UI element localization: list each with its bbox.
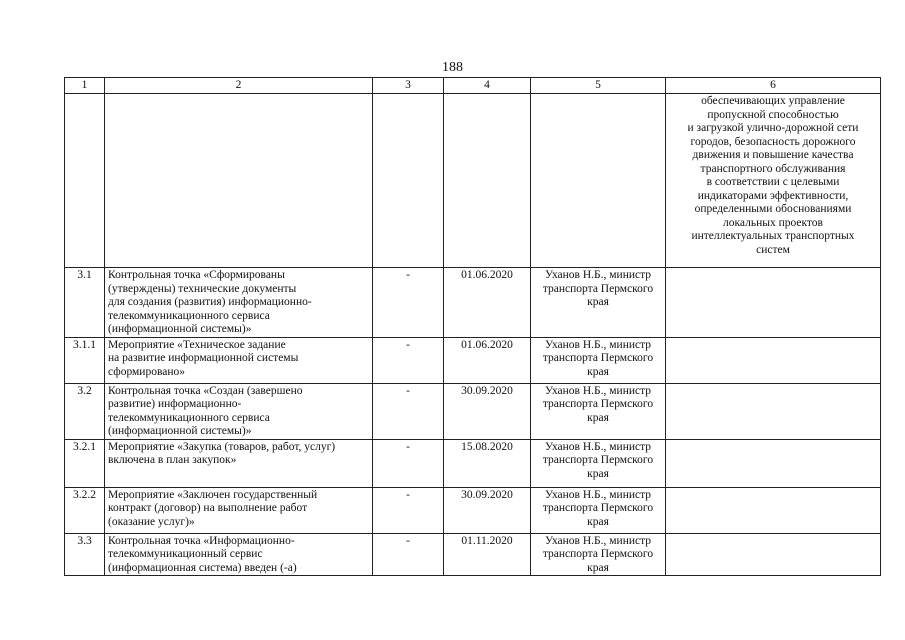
event-name-line: (информационной системы)» [108,425,252,437]
event-name [105,439,373,487]
result-description [666,439,881,487]
row-number [65,94,105,268]
event-name-line: телекоммуникационного сервиса [108,309,270,322]
header-cell-6: 6 [666,78,881,94]
result-description-line: пропускной способностью [707,108,839,121]
row-number: 3.1 [65,268,105,338]
responsible-person [531,268,666,338]
responsible-person-line: края [587,515,609,528]
responsible-person-line: транспорта Пермского [542,502,654,514]
deadline-date: 01.06.2020 [444,268,531,338]
responsible-person-line: Уханов Н.Б., министр [544,269,652,281]
event-name-line: (информационная система) введен (-а) [108,561,297,574]
result-description [666,94,881,268]
event-name-line: развитие) информационно- [108,398,242,410]
result-description [666,337,881,383]
event-name-line: включена в план закупок» [108,454,237,466]
event-name-line: телекоммуникационный сервис [108,548,263,560]
responsible-person-line: транспорта Пермского [542,352,654,364]
responsible-person [531,439,666,487]
event-name [105,337,373,383]
result-description-line: определенными обоснованиями [694,203,852,215]
responsible-person [531,487,666,533]
result-description [666,487,881,533]
responsible-person-line: края [587,467,609,480]
event-name-line: Контрольная точка «Создан (завершено [108,384,303,397]
result-description-line: в соответствии с целевыми [706,176,840,188]
result-description-line: интеллектуальных транспортных [691,230,855,242]
event-name [105,383,373,439]
event-name-line: (информационной системы)» [108,323,252,335]
table-row [65,383,881,439]
deadline-date: 30.09.2020 [444,487,531,533]
page-number: 188 [442,60,463,75]
table-body [65,94,881,576]
row-number: 3.2.1 [65,439,105,487]
table-row [65,337,881,383]
table-row [65,94,881,268]
header-cell-5: 5 [531,78,666,94]
event-name-line: Контрольная точка «Информационно- [108,534,295,547]
result-description [666,268,881,338]
col3-value: - [373,439,444,487]
row-number: 3.2.2 [65,487,105,533]
responsible-person-line: края [587,296,609,308]
event-name-line: Мероприятие «Техническое задание [108,338,286,351]
event-name [105,533,373,576]
responsible-person-line: Уханов Н.Б., министр [544,384,652,397]
col3-value: - [373,383,444,439]
event-name [105,94,373,268]
event-name-line: контракт (договор) на выполнение работ [108,502,308,514]
result-description-line: транспортного обслуживания [700,162,846,175]
event-name-line: Контрольная точка «Сформированы [108,269,285,281]
table-row [65,487,881,533]
result-description-line: систем [756,243,790,256]
responsible-person-line: Уханов Н.Б., министр [544,534,652,547]
event-name-line: на развитие информационной системы [108,352,299,364]
responsible-person-line: края [587,561,609,574]
plan-table [64,77,881,576]
header-cell-2: 2 [105,78,373,94]
col3-value: - [373,268,444,338]
event-name-line: сформировано» [108,365,185,378]
responsible-person-line: Уханов Н.Б., министр [544,488,652,501]
responsible-person-line: транспорта Пермского [542,398,654,410]
col3-value: - [373,533,444,576]
deadline-date: 15.08.2020 [444,439,531,487]
result-description-line: индикаторами эффективности, [697,189,849,202]
event-name-line: (оказание услуг)» [108,515,195,528]
event-name-line: телекоммуникационного сервиса [108,411,270,424]
event-name-line: (утверждены) технические документы [108,282,297,295]
header-cell-4: 4 [444,78,531,94]
responsible-person-line: транспорта Пермского [542,548,654,560]
responsible-person [531,94,666,268]
deadline-date [444,94,531,268]
event-name [105,487,373,533]
result-description-line: городов, безопасность дорожного [690,135,856,148]
result-description-line: обеспечивающих управление [701,95,845,107]
header-cell-3: 3 [373,78,444,94]
result-description [666,383,881,439]
event-name-line: Мероприятие «Заключен государственный [108,488,318,501]
event-name [105,268,373,338]
event-name-line: Мероприятие «Закупка (товаров, работ, услуг) [108,440,336,453]
col3-value: - [373,487,444,533]
result-description [666,533,881,576]
responsible-person-line: Уханов Н.Б., министр [544,440,652,453]
col3-value [373,94,444,268]
row-number: 3.1.1 [65,337,105,383]
responsible-person [531,383,666,439]
responsible-person-line: транспорта Пермского [542,282,654,295]
row-number: 3.3 [65,533,105,576]
deadline-date: 30.09.2020 [444,383,531,439]
event-name-line: для создания (развития) информационно- [108,296,312,308]
col3-value: - [373,337,444,383]
result-description-line: и загрузкой улично-дорожной сети [687,122,859,134]
responsible-person-line: Уханов Н.Б., министр [544,338,652,351]
deadline-date: 01.06.2020 [444,337,531,383]
table-row [65,268,881,338]
result-description-line: движения и повышение качества [692,149,854,161]
header-row [65,78,881,94]
table-row [65,533,881,576]
responsible-person-line: края [587,365,609,378]
table-row [65,439,881,487]
responsible-person [531,337,666,383]
result-description-line: локальных проектов [723,216,823,229]
responsible-person-line: края [587,411,609,424]
responsible-person [531,533,666,576]
responsible-person-line: транспорта Пермского [542,454,654,466]
deadline-date: 01.11.2020 [444,533,531,576]
header-cell-1: 1 [65,78,105,94]
row-number: 3.2 [65,383,105,439]
